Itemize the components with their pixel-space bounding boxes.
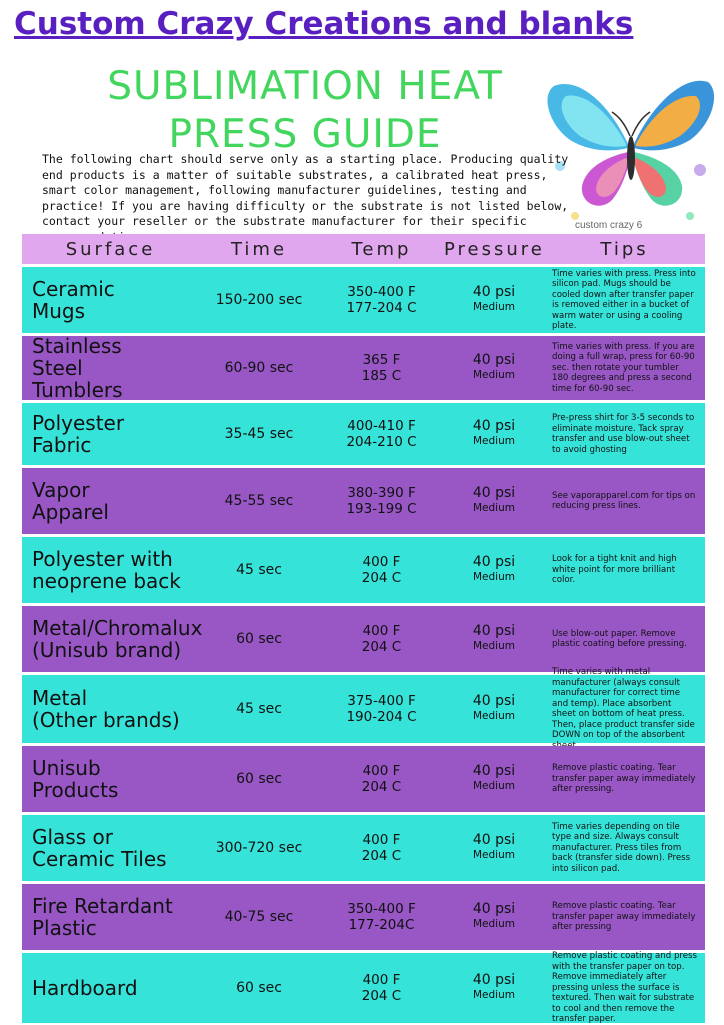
surface-line: Fabric	[32, 433, 92, 457]
cell-temp	[319, 284, 444, 316]
temp-fahrenheit: 400 F	[362, 832, 401, 848]
cell-surface	[22, 895, 199, 939]
pressure-value: 40 psi	[472, 418, 516, 434]
cell-surface	[22, 757, 199, 801]
temp-fahrenheit: 365 F	[362, 352, 401, 368]
cell-pressure	[444, 833, 544, 863]
temp-fahrenheit: 400 F	[362, 972, 401, 988]
pressure-level: Medium	[473, 989, 515, 1001]
cell-tips: Time varies with metal manufacturer (always consult manufacturer for correct time and temp). Place absorbent sheet on bottom of heat press. Then, place product transfer side DOWN on top of the absorbent	[552, 667, 695, 740]
cell-surface	[22, 335, 199, 401]
guide-title-line2: PRESS GUIDE	[168, 112, 442, 157]
cell-time: 60-90 sec	[224, 360, 294, 376]
cell-pressure	[444, 902, 544, 932]
cell-pressure	[444, 285, 544, 315]
table-row	[22, 815, 705, 881]
guide-title-line1: SUBLIMATION HEAT	[107, 64, 503, 109]
temp-fahrenheit: 400 F	[362, 623, 401, 639]
pressure-level: Medium	[473, 918, 515, 930]
cell-time: 60 sec	[236, 631, 282, 647]
cell-pressure	[444, 353, 544, 383]
temp-fahrenheit: 400 F	[362, 763, 401, 779]
cell-tips: Remove plastic coating and press with the transfer paper on top. Remove immediately after pressing unless the surface is textured. Then wait for substrate to cool and then remove the transfer paper.	[552, 951, 697, 1025]
pressure-value: 40 psi	[472, 352, 516, 368]
surface-line: Products	[32, 778, 119, 802]
cell-time: 40-75 sec	[224, 909, 294, 925]
surface-line: (Other brands)	[32, 708, 180, 732]
pressure-level: Medium	[473, 369, 515, 381]
surface-line: Unisub	[32, 756, 101, 780]
header-tips: Tips	[600, 238, 649, 260]
cell-tips: Use blow-out paper. Remove plastic coating before pressing.	[552, 628, 687, 649]
butterfly-caption: custom crazy 6	[575, 220, 643, 231]
cell-pressure	[444, 694, 544, 724]
pressure-level: Medium	[473, 571, 515, 583]
table-row	[22, 746, 705, 812]
table-header	[22, 234, 705, 264]
pressure-value: 40 psi	[472, 623, 516, 639]
temp-celsius: 204-210 C	[346, 434, 417, 450]
cell-temp	[319, 554, 444, 586]
temp-celsius: 193-199 C	[346, 501, 417, 517]
temp-celsius: 204 C	[361, 779, 402, 795]
temp-fahrenheit: 380-390 F	[347, 485, 416, 501]
surface-line: Apparel	[32, 500, 109, 524]
cell-surface	[22, 412, 199, 456]
table-row	[22, 953, 705, 1023]
cell-pressure	[444, 419, 544, 449]
cell-surface	[22, 479, 199, 523]
surface-line: Glass or	[32, 825, 113, 849]
cell-surface	[22, 977, 199, 999]
cell-time: 45 sec	[236, 701, 282, 717]
cell-tips: Remove plastic coating. Tear transfer paper away immediately after pressing.	[552, 763, 696, 795]
pressure-value: 40 psi	[472, 284, 516, 300]
temp-celsius: 177-204 C	[346, 300, 417, 316]
table-row	[22, 667, 705, 743]
cell-time: 35-45 sec	[224, 426, 294, 442]
surface-line: Tumblers	[32, 378, 123, 402]
surface-line: neoprene back	[32, 569, 181, 593]
pressure-level: Medium	[473, 435, 515, 447]
cell-temp	[319, 832, 444, 864]
table-row	[22, 884, 705, 950]
intro-paragraph: The following chart should serve only as a starting place. Producing quality end products is a matter of suitable substrates, a calibrated heat press, smart color management, following manufacturer guidelines, testing and practice! If you are having difficulty or the substrate is not listed below, contact your reseller or the substrate manufacturer for their specific	[42, 152, 569, 228]
cell-time: 150-200 sec	[215, 292, 303, 308]
cell-time: 60 sec	[236, 980, 282, 996]
cell-surface	[22, 687, 199, 731]
pressure-value: 40 psi	[472, 554, 516, 570]
cell-tips: Time varies depending on tile type and size. Always consult manufacturer. Press tiles from back (transfer side down). Press into silicon pad.	[552, 821, 691, 874]
pressure-level: Medium	[473, 780, 515, 792]
surface-line: Metal/Chromalux	[32, 616, 203, 640]
cell-tips: Time varies with press. If you are doing a full wrap, press for 60-90 sec. then rotate your tumbler 180 degrees and press a second time for 60-90 sec.	[552, 341, 695, 394]
cell-surface	[22, 278, 199, 322]
cell-pressure	[444, 555, 544, 585]
table-row	[22, 403, 705, 465]
temp-celsius: 204 C	[361, 988, 402, 1004]
cell-temp	[319, 763, 444, 795]
temp-fahrenheit: 400 F	[362, 554, 401, 570]
press-guide-table	[22, 234, 705, 1023]
cell-pressure	[444, 624, 544, 654]
header-pressure: Pressure	[444, 238, 545, 260]
cell-temp	[319, 972, 444, 1004]
pressure-level: Medium	[473, 640, 515, 652]
temp-fahrenheit: 350-400 F	[347, 901, 416, 917]
cell-temp	[319, 352, 444, 384]
pressure-value: 40 psi	[472, 763, 516, 779]
temp-fahrenheit: 375-400 F	[347, 693, 416, 709]
pressure-level: Medium	[473, 301, 515, 313]
cell-time: 45-55 sec	[224, 493, 294, 509]
surface-line: Ceramic	[32, 277, 115, 301]
surface-line: Plastic	[32, 916, 97, 940]
header-time: Time	[230, 238, 288, 260]
pressure-value: 40 psi	[472, 485, 516, 501]
surface-line: (Unisub brand)	[32, 638, 182, 662]
temp-celsius: 190-204 C	[346, 709, 417, 725]
brand-title: Custom Crazy Creations and blanks	[14, 6, 634, 42]
temp-fahrenheit: 400-410 F	[347, 418, 416, 434]
cell-temp	[319, 693, 444, 725]
table-row	[22, 537, 705, 603]
pressure-value: 40 psi	[472, 693, 516, 709]
table-row	[22, 267, 705, 333]
surface-line: Vapor	[32, 478, 90, 502]
cell-temp	[319, 901, 444, 933]
table-row	[22, 468, 705, 534]
pressure-value: 40 psi	[472, 972, 516, 988]
pressure-level: Medium	[473, 849, 515, 861]
temp-fahrenheit: 350-400 F	[347, 284, 416, 300]
cell-tips: Remove plastic coating. Tear transfer paper away immediately after pressing	[552, 901, 696, 933]
surface-line: Steel	[32, 356, 83, 380]
surface-line: Hardboard	[32, 976, 138, 1000]
cell-tips: Look for a tight knit and high white point for more brilliant color.	[552, 554, 677, 586]
cell-temp	[319, 485, 444, 517]
cell-pressure	[444, 973, 544, 1003]
cell-temp	[319, 623, 444, 655]
cell-time: 300-720 sec	[215, 840, 303, 856]
cell-temp	[319, 418, 444, 450]
cell-surface	[22, 548, 199, 592]
surface-line: Polyester with	[32, 547, 173, 571]
cell-tips: See vaporapparel.com for tips on reducing press lines.	[552, 490, 696, 511]
pressure-level: Medium	[473, 502, 515, 514]
cell-surface	[22, 616, 203, 662]
pressure-value: 40 psi	[472, 901, 516, 917]
cell-tips: Pre-press shirt for 3-5 seconds to eliminate moisture. Tack spray transfer and use blow-out sheet to avoid ghosting	[552, 413, 695, 455]
table-row	[22, 606, 705, 672]
table-row	[22, 336, 705, 400]
surface-line: Stainless	[32, 334, 122, 358]
cell-surface	[22, 826, 199, 870]
cell-tips: Time varies with press. Press into silicon pad. Mugs should be cooled down after transfer paper is removed either in a bucket of warm water or using a cooling plate.	[552, 268, 696, 331]
surface-line: Metal	[32, 686, 88, 710]
header-surface: Surface	[65, 238, 156, 260]
header-temp: Temp	[351, 238, 412, 260]
temp-celsius: 204 C	[361, 639, 402, 655]
temp-celsius: 204 C	[361, 570, 402, 586]
cell-pressure	[444, 764, 544, 794]
cell-time: 60 sec	[236, 771, 282, 787]
temp-celsius: 204 C	[361, 848, 402, 864]
surface-line: Ceramic Tiles	[32, 847, 167, 871]
surface-line: Polyester	[32, 411, 125, 435]
surface-line: Mugs	[32, 299, 86, 323]
cell-time: 45 sec	[236, 562, 282, 578]
pressure-value: 40 psi	[472, 832, 516, 848]
surface-line: Fire Retardant	[32, 894, 173, 918]
temp-celsius: 185 C	[361, 368, 402, 384]
pressure-level: Medium	[473, 710, 515, 722]
cell-pressure	[444, 486, 544, 516]
temp-celsius: 177-204C	[348, 917, 415, 933]
